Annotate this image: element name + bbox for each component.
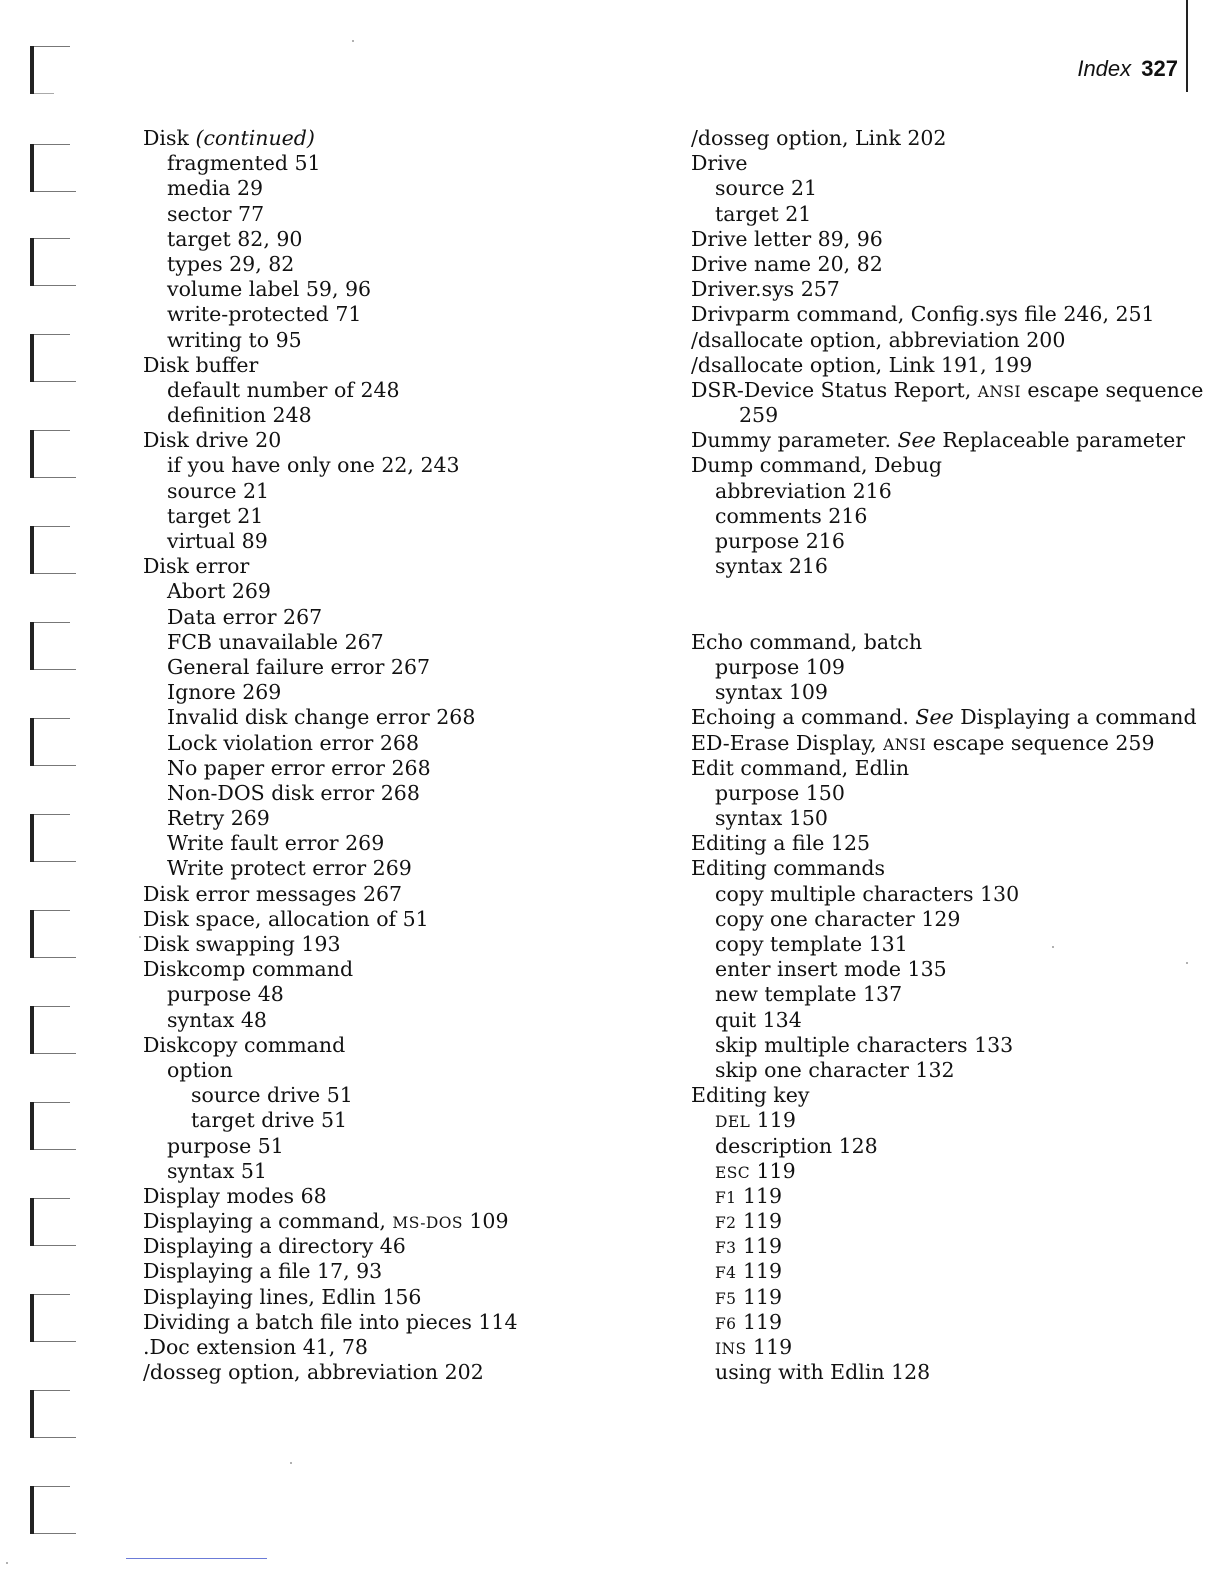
entry-text: INS: [715, 1340, 747, 1358]
index-entry: [691, 1083, 1191, 1108]
entry-text: Ignore 269: [167, 680, 282, 705]
page-number: 327: [1141, 56, 1178, 81]
index-column-right: [691, 126, 1204, 1385]
entry-text: 119: [736, 1259, 783, 1284]
index-subentry: [143, 151, 683, 176]
index-subentry: [691, 680, 1191, 705]
entry-text: source 21: [167, 478, 270, 503]
index-subentry: [143, 1058, 683, 1083]
entry-text: target 21: [167, 503, 264, 528]
entry-text: /dosseg option, Link 202: [691, 126, 947, 150]
index-entry: [143, 932, 683, 957]
header-label: Index: [1077, 56, 1132, 81]
binder-bracket: [30, 1390, 78, 1438]
entry-text: Lock violation error 268: [167, 730, 420, 755]
index-subentry: [691, 932, 1191, 957]
binder-bracket: [30, 1486, 78, 1534]
entry-text: purpose 216: [715, 529, 845, 553]
entry-text: Displaying a command,: [143, 1209, 393, 1234]
index-subentry: [143, 378, 683, 403]
index-entry: [691, 705, 1197, 730]
entry-text: Dump command, Debug: [691, 453, 943, 478]
index-subentry: [143, 831, 683, 856]
entry-text: 259: [739, 403, 779, 428]
index-subentry: [143, 1134, 683, 1159]
entry-text: target 21: [715, 201, 812, 226]
entry-text: if you have only one 22, 243: [167, 453, 460, 478]
index-subentry: [691, 781, 1191, 806]
entry-text: Disk swapping 193: [143, 932, 341, 956]
entry-text: 119: [746, 1335, 793, 1359]
index-subentry: [691, 403, 1191, 428]
entry-text: Drive name 20, 82: [691, 251, 883, 276]
binder-bracket: [30, 814, 78, 862]
entry-text: Disk error messages 267: [143, 881, 403, 906]
entry-text: Write fault error 269: [167, 831, 385, 856]
entry-text: copy one character 129: [715, 906, 961, 931]
index-subentry: [143, 302, 683, 327]
index-subentry: [691, 1360, 1191, 1385]
entry-text: Echoing a command.: [691, 705, 916, 730]
entry-text: purpose 150: [715, 780, 845, 805]
entry-text: syntax 109: [715, 680, 828, 705]
index-subentry: [691, 1209, 1191, 1234]
index-entry: [691, 227, 1191, 252]
binder-bracket: [30, 622, 78, 670]
index-subentry: [691, 1310, 1191, 1335]
entry-text: copy multiple characters 130: [715, 881, 1020, 906]
entry-text: 119: [750, 1108, 796, 1133]
entry-text: Disk: [143, 126, 196, 150]
binder-bracket: [30, 238, 78, 286]
index-subentry: [691, 1008, 1191, 1033]
index-subentry: [143, 856, 683, 881]
entry-text: description 128: [715, 1133, 878, 1158]
entry-text: comments 216: [715, 503, 868, 528]
entry-text: F2: [715, 1214, 737, 1233]
entry-text: F5: [715, 1289, 737, 1308]
running-header: [1077, 56, 1178, 82]
index-entry: [691, 377, 1204, 403]
index-subentry: [143, 328, 683, 353]
index-subentry: [691, 907, 1191, 932]
index-subentry: [143, 680, 683, 705]
entry-text: See: [915, 705, 954, 730]
entry-text: enter insert mode 135: [715, 957, 947, 982]
index-subentry: [143, 277, 683, 302]
index-entry: [143, 428, 683, 453]
index-subentry: [143, 1159, 683, 1184]
entry-text: MS-DOS: [392, 1214, 463, 1233]
entry-text: Disk buffer: [143, 352, 259, 377]
index-subentry: [691, 1159, 1191, 1184]
entry-text: definition 248: [167, 403, 312, 428]
index-subentry: [143, 756, 683, 781]
binder-bracket: [30, 1006, 78, 1054]
index-subentry: [143, 479, 683, 504]
index-subentry: [143, 1008, 683, 1033]
index-column-left: [143, 126, 683, 1385]
index-subentry: [691, 1134, 1191, 1159]
entry-text: purpose 51: [167, 1133, 284, 1158]
entry-text: Editing key: [691, 1083, 810, 1108]
entry-text: Editing commands: [691, 856, 886, 881]
entry-text: Disk error: [143, 554, 250, 579]
entry-text: Drivparm command, Config.sys file 246, 251: [691, 302, 1155, 327]
entry-text: volume label 59, 96: [167, 277, 372, 302]
index-subentry: [691, 1259, 1191, 1284]
index-subentry: [691, 1184, 1191, 1209]
entry-text: using with Edlin 128: [715, 1360, 931, 1385]
index-subentry: [143, 1108, 683, 1133]
binder-bracket: [30, 46, 78, 94]
index-subentry: [143, 252, 683, 277]
entry-text: ANSI: [883, 735, 927, 754]
entry-text: Driver.sys 257: [691, 277, 840, 302]
index-entry: [143, 907, 683, 932]
entry-text: /dosseg option, abbreviation 202: [143, 1360, 484, 1385]
entry-text: DSR-Device Status Report,: [691, 377, 978, 402]
index-subentry: [143, 605, 683, 630]
entry-text: Data error 267: [167, 604, 323, 629]
index-entry: [691, 756, 1191, 781]
entry-text: syntax 48: [167, 1007, 267, 1032]
index-entry: [143, 554, 683, 579]
entry-text: source drive 51: [191, 1083, 353, 1108]
entry-text: copy template 131: [715, 932, 908, 956]
index-subentry: [143, 705, 683, 730]
index-entry: [691, 856, 1191, 881]
index-subentry: [143, 982, 683, 1007]
index-subentry: [691, 882, 1191, 907]
index-subentry: [143, 630, 683, 655]
entry-text: F1: [715, 1188, 737, 1207]
entry-text: Drive letter 89, 96: [691, 226, 883, 251]
entry-text: 119: [736, 1309, 783, 1334]
index-entry: [143, 1234, 683, 1259]
index-subentry: [691, 806, 1191, 831]
entry-text: Dividing a batch file into pieces 114: [143, 1309, 518, 1334]
index-subentry: [143, 403, 683, 428]
index-subentry: [691, 1033, 1191, 1058]
binder-bracket: [30, 1102, 78, 1150]
entry-text: Non-DOS disk error 268: [167, 780, 420, 805]
index-subentry: [691, 176, 1191, 201]
index-subentry: [691, 504, 1191, 529]
entry-text: skip one character 132: [715, 1057, 955, 1082]
entry-text: Displaying lines, Edlin 156: [143, 1284, 422, 1309]
index-subentry: [143, 579, 683, 604]
index-subentry: [691, 1234, 1191, 1259]
entry-text: source 21: [715, 176, 818, 201]
bottom-rule: [126, 1558, 267, 1559]
entry-text: new template 137: [715, 982, 903, 1007]
index-entry: [143, 1360, 683, 1385]
entry-text: ED-Erase Display,: [691, 730, 884, 755]
index-entry: [143, 1259, 683, 1284]
entry-text: (continued): [195, 126, 315, 150]
entry-text: Invalid disk change error 268: [167, 705, 476, 730]
entry-text: .Doc extension 41, 78: [143, 1335, 368, 1359]
index-entry: [691, 252, 1191, 277]
entry-text: 109: [462, 1209, 509, 1234]
binder-bracket: [30, 910, 78, 958]
index-entry: [691, 428, 1191, 453]
index-entry: [143, 1285, 683, 1310]
entry-text: Disk space, allocation of 51: [143, 906, 429, 931]
binder-bracket: [30, 1198, 78, 1246]
index-subentry: [691, 1335, 1191, 1360]
entry-text: Abort 269: [167, 579, 271, 604]
entry-text: F6: [715, 1314, 737, 1333]
index-subentry: [143, 176, 683, 201]
entry-text: syntax 51: [167, 1158, 267, 1183]
entry-text: Drive: [691, 151, 748, 176]
binder-bracket: [30, 334, 78, 382]
entry-text: Displaying a file 17, 93: [143, 1259, 383, 1284]
entry-text: escape sequence: [1020, 377, 1204, 402]
entry-text: Displaying a command: [953, 705, 1197, 730]
index-subentry: [691, 982, 1191, 1007]
entry-text: escape sequence 259: [926, 730, 1155, 755]
entry-text: Display modes 68: [143, 1183, 327, 1208]
index-subentry: [143, 529, 683, 554]
index-subentry: [143, 806, 683, 831]
index-subentry: [143, 1083, 683, 1108]
entry-text: Echo command, batch: [691, 629, 923, 654]
entry-text: purpose 109: [715, 654, 845, 679]
entry-text: target 82, 90: [167, 226, 303, 251]
binder-bracket: [30, 430, 78, 478]
index-entry: [691, 353, 1191, 378]
entry-text: Write protect error 269: [167, 856, 412, 881]
index-entry: [143, 957, 683, 982]
entry-text: skip multiple characters 133: [715, 1032, 1014, 1057]
index-entry: [143, 1033, 683, 1058]
entry-text: General failure error 267: [167, 654, 431, 679]
index-subentry: [143, 781, 683, 806]
entry-text: 119: [736, 1183, 783, 1208]
index-subentry: [143, 202, 683, 227]
binder-bracket: [30, 718, 78, 766]
entry-text: Edit command, Edlin: [691, 755, 910, 780]
index-entry: [691, 731, 1191, 756]
binder-bracket: [30, 144, 78, 192]
entry-text: /dsallocate option, abbreviation 200: [691, 327, 1066, 352]
header-vertical-rule: [1186, 0, 1188, 92]
entry-text: No paper error error 268: [167, 755, 431, 780]
entry-text: sector 77: [167, 201, 265, 226]
index-spacer: [691, 605, 1191, 630]
index-subentry: [691, 655, 1191, 680]
entry-text: /dsallocate option, Link 191, 199: [691, 352, 1033, 377]
index-entry: [691, 277, 1191, 302]
index-subentry: [691, 202, 1191, 227]
index-entry: [691, 126, 1191, 151]
index-subentry: [691, 957, 1191, 982]
index-entry: [691, 151, 1191, 176]
entry-text: Dummy parameter.: [691, 428, 898, 453]
entry-text: purpose 48: [167, 982, 284, 1007]
entry-text: Editing a file 125: [691, 831, 871, 856]
entry-text: Diskcomp command: [143, 957, 354, 982]
entry-text: FCB unavailable 267: [167, 629, 384, 654]
entry-text: DEL: [715, 1113, 751, 1132]
entry-text: Diskcopy command: [143, 1032, 346, 1057]
index-entry: [691, 453, 1191, 478]
entry-text: ESC: [715, 1163, 750, 1182]
entry-text: syntax 216: [715, 554, 828, 579]
binder-bracket: [30, 526, 78, 574]
entry-text: option: [167, 1057, 233, 1082]
index-subentry: [691, 529, 1191, 554]
index-entry: [691, 302, 1191, 327]
index-spacer: [691, 579, 1191, 604]
entry-text: quit 134: [715, 1007, 802, 1032]
entry-text: virtual 89: [167, 529, 268, 553]
entry-text: F3: [715, 1239, 737, 1258]
index-subentry: [691, 479, 1191, 504]
entry-text: 119: [736, 1234, 783, 1259]
index-subentry: [143, 731, 683, 756]
entry-text: abbreviation 216: [715, 478, 892, 503]
entry-text: Retry 269: [167, 806, 270, 831]
entry-text: 119: [736, 1209, 783, 1234]
entry-text: media 29: [167, 176, 264, 201]
entry-text: types 29, 82: [167, 251, 295, 276]
entry-text: ANSI: [977, 382, 1021, 401]
index-subentry: [691, 1108, 1191, 1133]
index-entry: [143, 1184, 683, 1209]
entry-text: 119: [750, 1158, 796, 1183]
entry-text: target drive 51: [191, 1108, 348, 1133]
entry-text: F4: [715, 1264, 737, 1283]
index-subentry: [143, 227, 683, 252]
entry-text: default number of 248: [167, 377, 400, 402]
index-subentry: [143, 655, 683, 680]
entry-text: write-protected 71: [167, 302, 362, 327]
index-entry: [143, 353, 683, 378]
entry-text: Disk drive 20: [143, 428, 282, 453]
index-entry: [143, 1209, 683, 1234]
entry-text: Replaceable parameter: [935, 428, 1186, 453]
index-entry: [143, 1310, 683, 1335]
index-entry: [691, 630, 1191, 655]
index-subentry: [691, 1058, 1191, 1083]
entry-text: syntax 150: [715, 806, 828, 831]
index-subentry: [143, 453, 683, 478]
index-subentry: [691, 554, 1191, 579]
index-entry: [143, 126, 683, 151]
index-entry: [691, 328, 1191, 353]
index-entry: [143, 1335, 683, 1360]
entry-text: writing to 95: [167, 327, 302, 352]
entry-text: Displaying a directory 46: [143, 1234, 406, 1259]
entry-text: fragmented 51: [167, 151, 321, 176]
index-subentry: [691, 1285, 1191, 1310]
index-entry: [691, 831, 1191, 856]
index-entry: [143, 882, 683, 907]
index-subentry: [143, 504, 683, 529]
binder-bracket: [30, 1294, 78, 1342]
entry-text: See: [897, 428, 936, 453]
entry-text: 119: [736, 1284, 783, 1309]
